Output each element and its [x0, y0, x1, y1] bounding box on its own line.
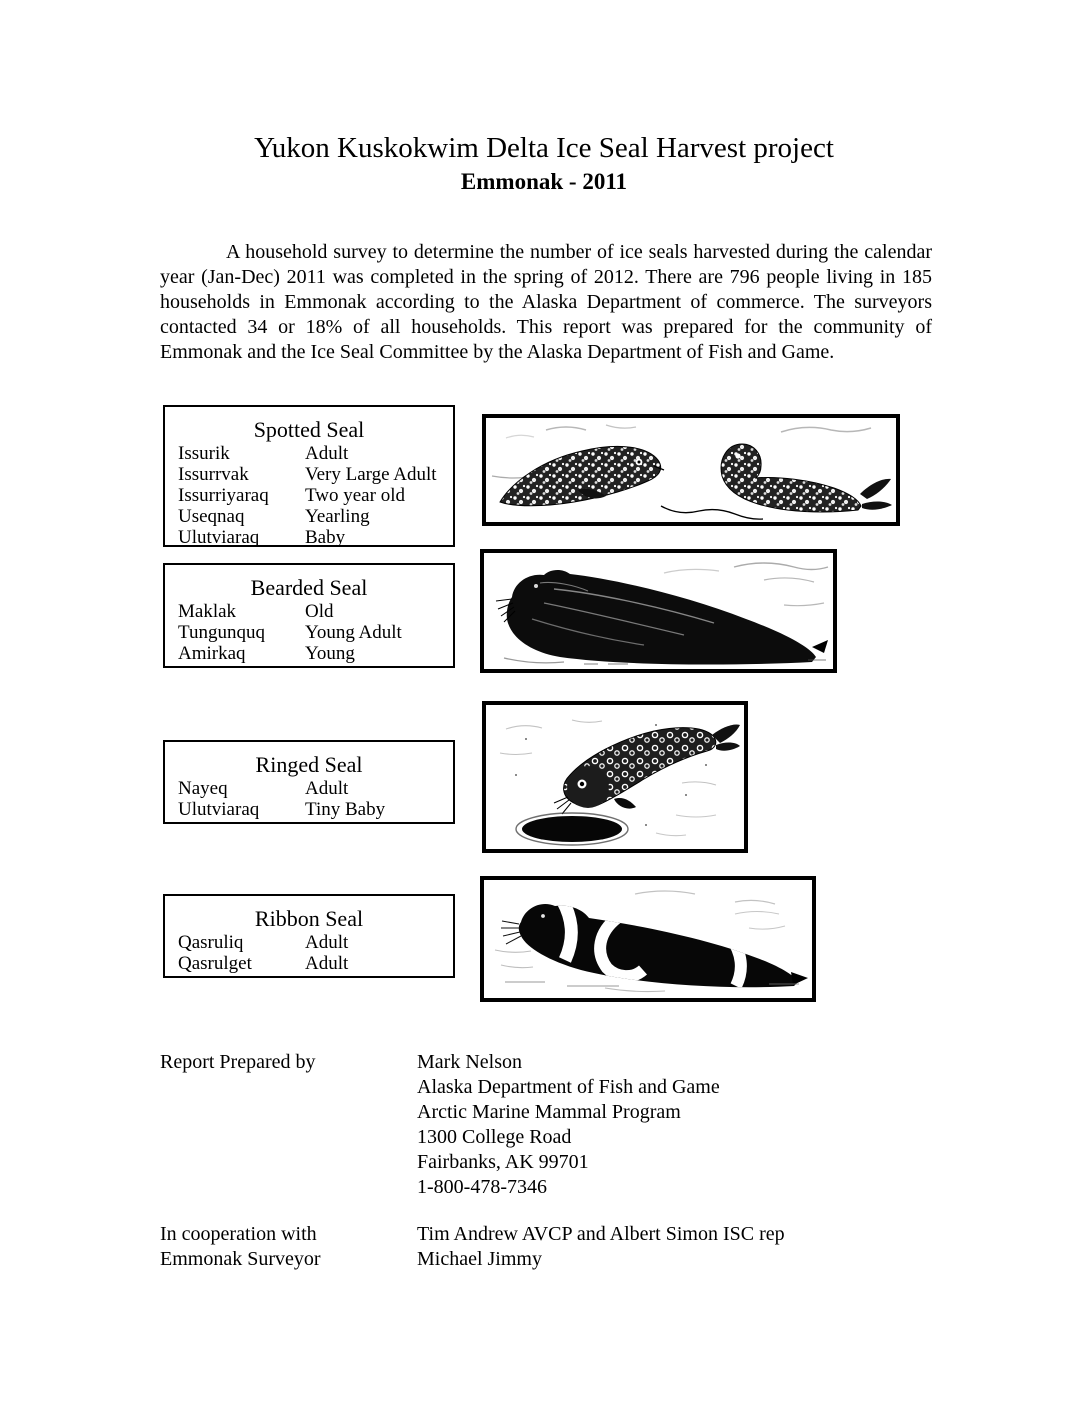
native-name: Maklak — [178, 601, 237, 622]
native-name: Qasrulget — [178, 953, 252, 974]
prepared-by-line: 1300 College Road — [417, 1126, 572, 1148]
native-name: Issurrvak — [178, 464, 249, 485]
seal-name-row — [178, 443, 453, 464]
english-name: Adult — [305, 778, 349, 799]
native-name: Nayeq — [178, 778, 228, 799]
english-name: Very Large Adult — [305, 464, 437, 485]
english-name: Young — [305, 643, 355, 664]
cooperation-label: In cooperation with — [160, 1223, 317, 1245]
native-name: Qasruliq — [178, 932, 244, 953]
english-name: Adult — [305, 932, 349, 953]
native-name: Tungunquq — [178, 622, 265, 643]
seal-rows — [165, 601, 453, 664]
english-name: Old — [305, 601, 334, 622]
seal-rows — [165, 932, 453, 974]
seal-box-title: Spotted Seal — [253, 417, 365, 442]
seal-name-row — [178, 932, 453, 953]
prepared-by-phone: 1-800-478-7346 — [417, 1176, 547, 1198]
seal-name-row — [178, 799, 453, 820]
english-name: Young Adult — [305, 622, 402, 643]
seal-rows — [165, 778, 453, 820]
spotted-seal-table — [163, 405, 455, 547]
prepared-by-line: Fairbanks, AK 99701 — [417, 1151, 589, 1173]
english-name: Baby — [305, 527, 346, 548]
seal-name-row — [178, 778, 453, 799]
english-name: Two year old — [305, 485, 405, 506]
english-name: Tiny Baby — [305, 799, 386, 820]
cooperation-value: Tim Andrew AVCP and Albert Simon ISC rep — [417, 1223, 785, 1245]
bearded-seal-illustration — [480, 549, 837, 673]
prepared-by-line: Mark Nelson — [417, 1051, 522, 1073]
seal-name-row — [178, 953, 453, 974]
ringed-seal-at-hole-icon — [486, 705, 744, 849]
seal-name-row — [178, 601, 453, 622]
two-spotted-seals-icon — [486, 418, 896, 522]
spotted-seal-illustration — [482, 414, 900, 526]
seal-box-title: Ribbon Seal — [254, 906, 364, 931]
prepared-by-line: Arctic Marine Mammal Program — [417, 1101, 681, 1123]
seal-box-title: Ringed Seal — [255, 752, 363, 777]
seal-name-row — [178, 464, 453, 485]
native-name: Amirkaq — [178, 643, 246, 664]
english-name: Yearling — [305, 506, 370, 527]
native-name: Issurik — [178, 443, 230, 464]
seal-box-title: Bearded Seal — [250, 575, 368, 600]
bearded-seal-table — [163, 563, 455, 668]
seal-name-row — [178, 506, 453, 527]
seal-name-row — [178, 643, 453, 664]
native-name: Ulutviaraq — [178, 527, 260, 548]
seal-rows — [165, 443, 453, 548]
page-subtitle: Emmonak - 2011 — [460, 169, 628, 194]
page-title: Yukon Kuskokwim Delta Ice Seal Harvest project — [254, 132, 834, 164]
english-name: Adult — [305, 953, 349, 974]
seal-name-row — [178, 485, 453, 506]
native-name: Useqnaq — [178, 506, 245, 527]
bearded-seal-icon — [484, 553, 833, 669]
surveyor-value: Michael Jimmy — [417, 1248, 542, 1270]
ringed-seal-table — [163, 740, 455, 824]
surveyor-label: Emmonak Surveyor — [160, 1248, 321, 1270]
prepared-by-line: Alaska Department of Fish and Game — [417, 1076, 720, 1098]
ribbon-seal-icon — [484, 880, 812, 998]
native-name: Issurriyaraq — [178, 485, 269, 506]
seal-name-row — [178, 527, 453, 548]
prepared-by-label: Report Prepared by — [160, 1051, 316, 1073]
ribbon-seal-illustration — [480, 876, 816, 1002]
intro-paragraph: A household survey to determine the number of ice seals harvested during the calendar year (Jan-Dec) 2011 was completed in the spring of 2012. There are 796 people living in 185 households in Emmonak according to the Alaska Department of commerce. The surveyors contacted 34 or 18% of all households. This report was prepared for the community of Emmonak and the Ice Seal Committee by the Alaska Department of Fish and Game. — [160, 241, 932, 363]
native-name: Ulutviaraq — [178, 799, 260, 820]
seal-name-row — [178, 622, 453, 643]
ribbon-seal-table — [163, 894, 455, 978]
ringed-seal-illustration — [482, 701, 748, 853]
english-name: Adult — [305, 443, 349, 464]
